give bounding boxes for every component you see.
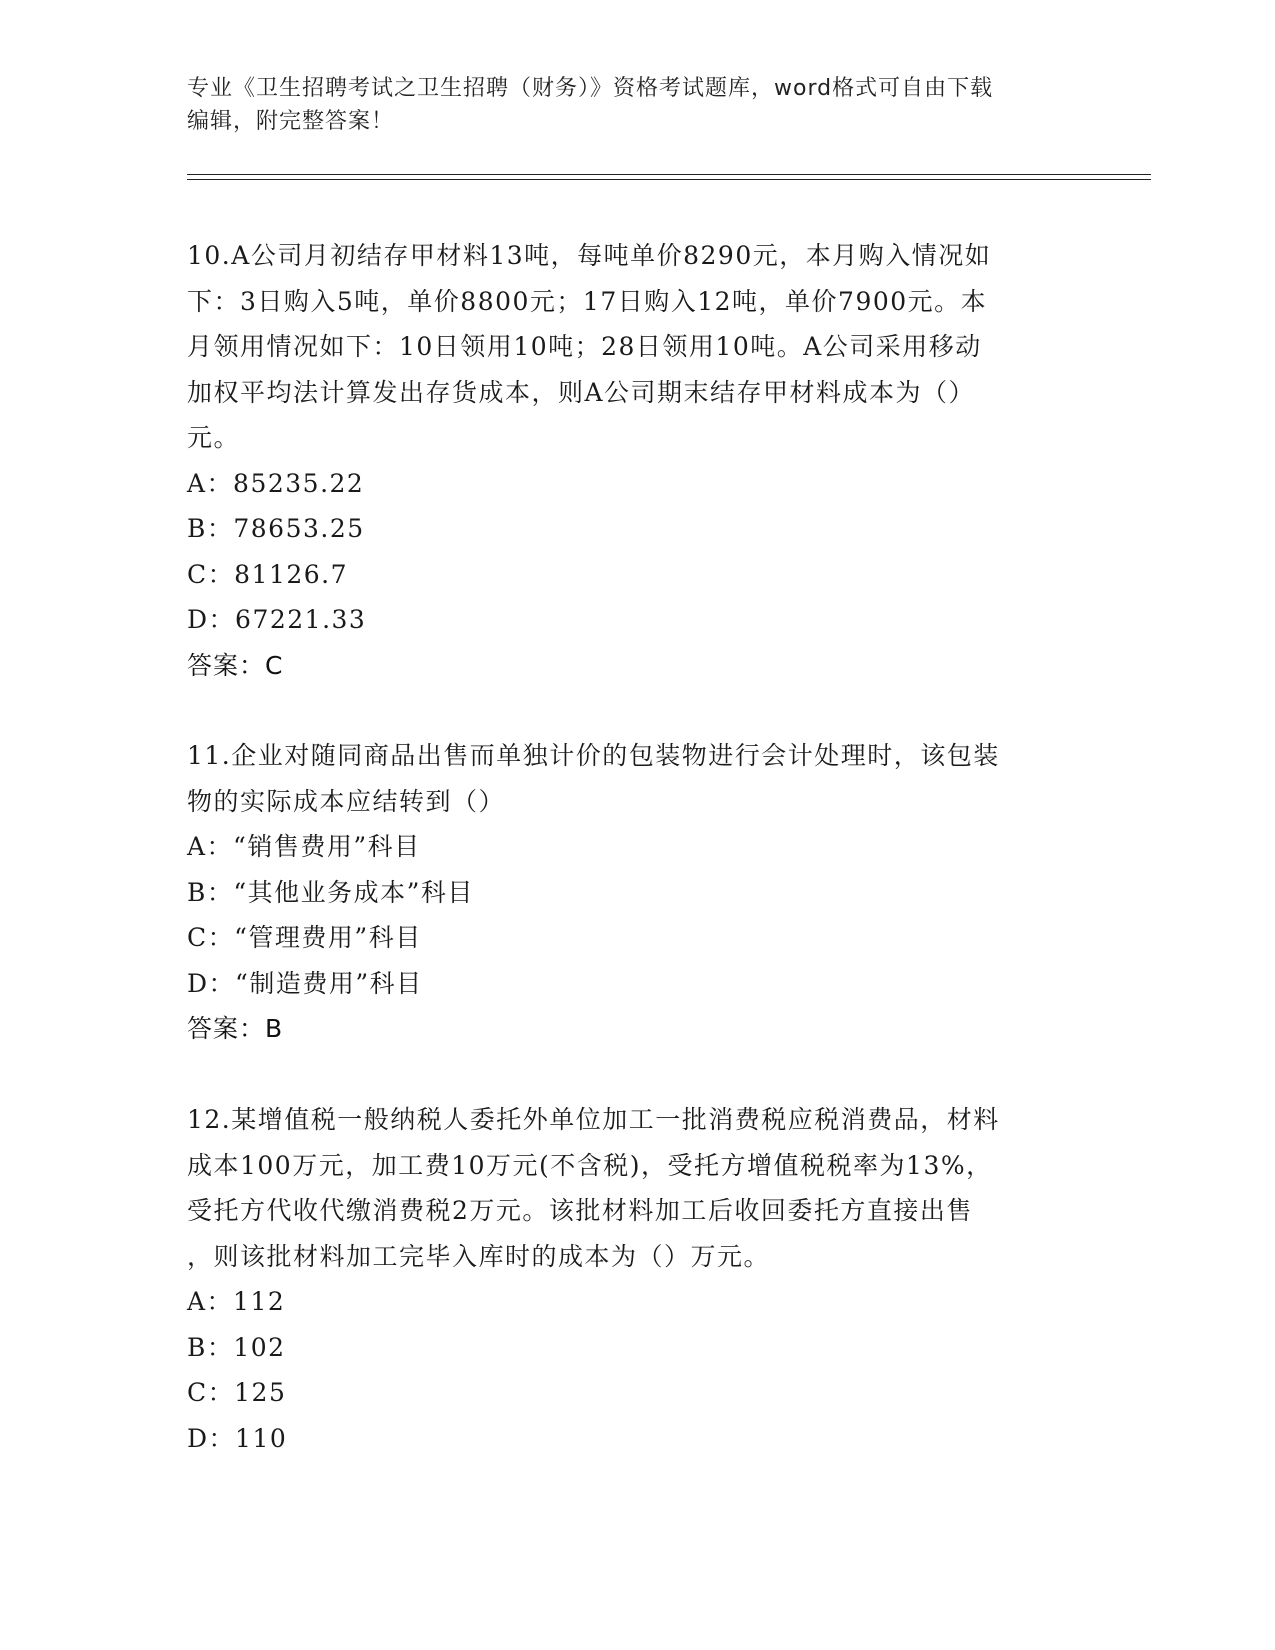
option-d: D：“制造费用”科目 [187,968,423,998]
question-line: 受托方代收代缴消费税2万元。该批材料加工后收回委托方直接出售 [187,1196,973,1225]
question-line: 月领用情况如下：10日领用10吨；28日领用10吨。A公司采用移动 [187,332,982,361]
option-b: B：“其他业务成本”科目 [187,877,474,907]
option-d: D：110 [187,1423,288,1453]
answer-label: 答案：C [187,650,284,680]
option-b: B：78653.25 [187,514,365,543]
option-a: A：112 [187,1287,286,1316]
question-line: 12.某增值税一般纳税人委托外单位加工一批消费税应税消费品，材料 [187,1105,1000,1134]
question-line: 元。 [187,423,241,452]
header-line-2: 编辑，附完整答案！ [187,109,395,134]
option-c: C：81126.7 [187,559,349,589]
question-line: 下：3日购入5吨，单价8800元；17日购入12吨，单价7900元。本 [187,286,988,316]
question-line: 加权平均法计算发出存货成本，则A公司期末结存甲材料成本为（） [187,377,976,407]
header-rule-bottom [187,179,1151,180]
question-12 [187,1097,1067,1461]
header-line-1: 专业《卫生招聘考试之卫生招聘（财务）》资格考试题库，word格式可自由下载 [187,76,994,101]
page-header [187,72,1067,138]
question-11 [187,733,1067,1052]
option-c: C：125 [187,1378,287,1407]
option-b: B：102 [187,1332,286,1362]
option-a: A：85235.22 [187,468,365,498]
question-line: ，则该批材料加工完毕入库时的成本为（）万元。 [187,1241,771,1271]
question-line: 11.企业对随同商品出售而单独计价的包装物进行会计处理时，该包装 [187,741,1000,770]
question-line: 成本100万元，加工费10万元(不含税)，受托方增值税税率为13%， [187,1150,993,1180]
question-10 [187,233,1067,688]
option-d: D：67221.33 [187,605,367,634]
option-c: C：“管理费用”科目 [187,923,422,952]
question-line: 10.A公司月初结存甲材料13吨，每吨单价8290元，本月购入情况如 [187,241,992,270]
option-a: A：“销售费用”科目 [187,832,421,861]
question-line: 物的实际成本应结转到（） [187,786,506,816]
answer-label: 答案：B [187,1014,284,1043]
header-rule-top [187,174,1151,175]
